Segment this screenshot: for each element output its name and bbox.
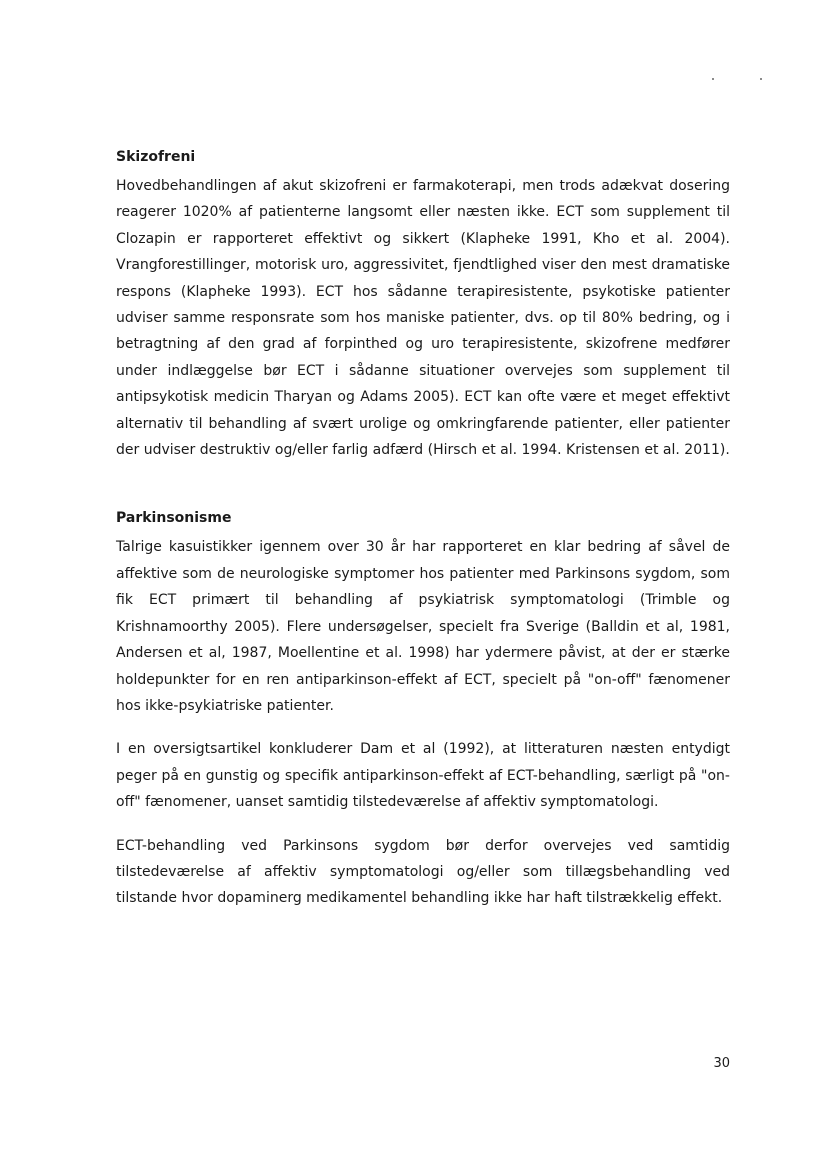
page-number: 30 [713, 1056, 730, 1071]
section-heading: Skizofreni [116, 149, 196, 165]
page-body [116, 147, 730, 912]
scan-speck [760, 78, 762, 80]
body-paragraph: Talrige kasuistikker igennem over 30 år har rapporteret en klar bedring af såvel de affektive som de neurologiske symptomer hos patienter med Parkinsons sygdom, som fik ECT primært til behandling af psykiatrisk symptomatologi (Trimble og Krishnamoorthy 2005). Flere undersøgelser, specielt fra Sverige (Balldin et al, 1981, Andersen et al, 1987, Moellentine et al. 1998) har ydermere påvist, at der er stærke holdepunkter for en ren antiparkinson-effekt af ECT, specielt på "on-off" fænomener hos ikke-psykiatriske patienter. [116, 539, 730, 714]
scan-speck [712, 78, 714, 80]
section-skizofreni [116, 147, 730, 463]
section-parkinsonisme [116, 508, 730, 911]
body-paragraph: ECT-behandling ved Parkinsons sygdom bør derfor overvejes ved samtidig tilstedeværelse af affektiv symptomatologi og/eller som tillægsbehandling ved tilstande hvor dopaminerg medikamentel behandling ikke har haft tilstrækkelig effekt. [116, 837, 730, 907]
section-heading: Parkinsonisme [116, 510, 232, 527]
body-paragraph: I en oversigtsartikel konkluderer Dam et al (1992), at litteraturen næsten entydigt peger på en gunstig og specifik antiparkinson-effekt af ECT-behandling, særligt på "on-off" fænomener, uanset samtidig tilstedeværelse af affektiv symptomatologi. [116, 741, 730, 811]
body-paragraph: Hovedbehandlingen af akut skizofreni er farmakoterapi, men trods adækvat dosering reagerer 1020% af patienterne langsomt eller næsten ikke. ECT som supplement til Clozapin er rapporteret effektivt og sikkert (Klapheke 1991, Kho et al. 2004). Vrangforestillinger, motorisk uro, aggressivitet, fjendtlighed viser den mest dramatiske respons (Klapheke 1993). ECT hos sådanne terapiresistente, psykotiske patienter udviser samme responsrate som hos maniske patienter, dvs. op til 80% bedring, og i betragtning af den grad af forpinthed og uro terapiresistente, skizofrene medfører under indlæggelse bør ECT i sådanne situationer overvejes som supplement til antipsykotisk medicin Tharyan og Adams 2005). ECT kan ofte være et meget effektivt alternativ til behandling af svært urolige og omkringfarende patienter, eller patienter der udviser destruktiv og/eller farlig adfærd (Hirsch et al. 1994. Kristensen et al. 2011). [116, 178, 730, 459]
